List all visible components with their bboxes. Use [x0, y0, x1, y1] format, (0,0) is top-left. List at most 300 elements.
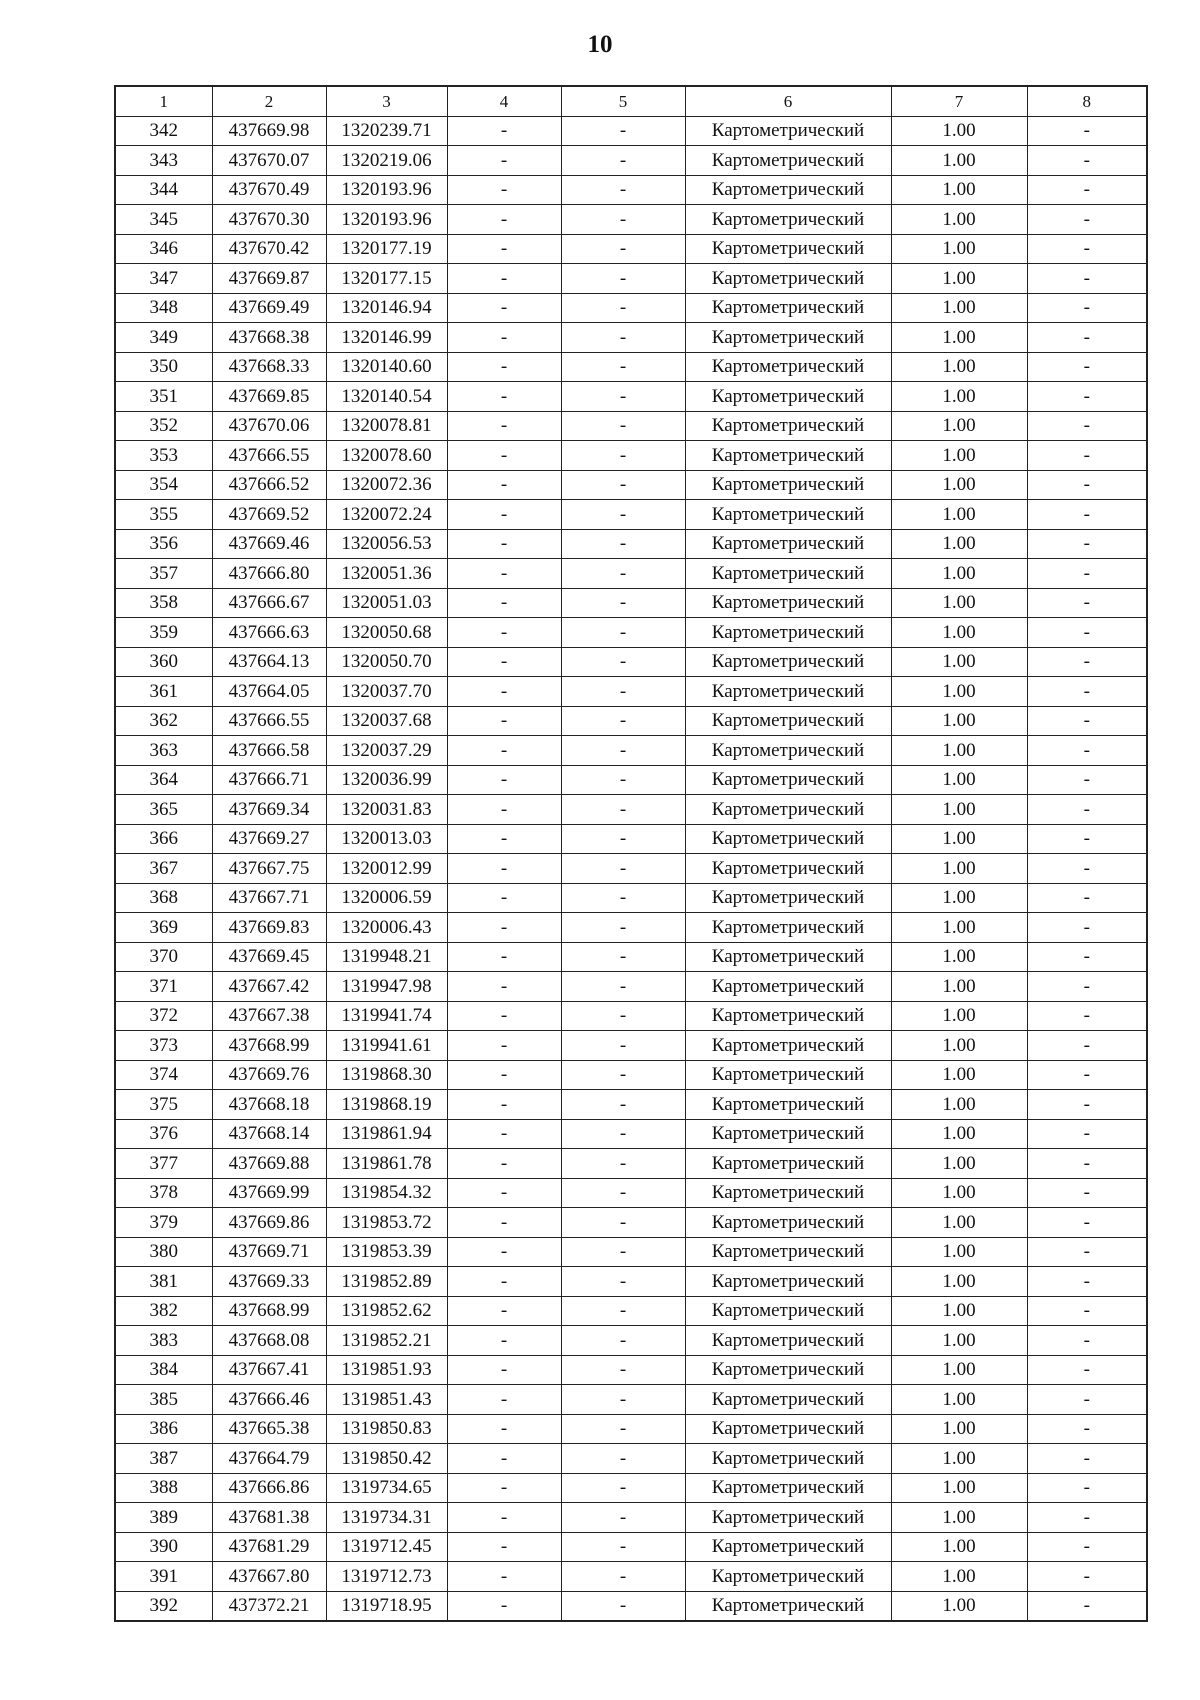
accuracy-cell: 1.00: [891, 1355, 1027, 1385]
point-number-cell: 383: [115, 1326, 212, 1356]
y-coordinate-cell: 1319941.74: [326, 1001, 447, 1031]
column-4-cell: -: [447, 559, 561, 589]
point-number-cell: 376: [115, 1119, 212, 1149]
x-coordinate-cell: 437669.34: [212, 795, 326, 825]
method-cell: Картометрический: [685, 588, 891, 618]
point-number-cell: 350: [115, 352, 212, 382]
accuracy-cell: 1.00: [891, 1591, 1027, 1621]
method-cell: Картометрический: [685, 972, 891, 1002]
column-8-cell: -: [1027, 618, 1147, 648]
column-4-cell: -: [447, 1503, 561, 1533]
method-cell: Картометрический: [685, 116, 891, 146]
table-row: [115, 116, 1147, 146]
column-5-cell: -: [561, 795, 685, 825]
accuracy-cell: 1.00: [891, 146, 1027, 176]
column-4-cell: -: [447, 116, 561, 146]
accuracy-cell: 1.00: [891, 1149, 1027, 1179]
column-8-cell: -: [1027, 677, 1147, 707]
table-row: [115, 618, 1147, 648]
table-row: [115, 677, 1147, 707]
point-number-cell: 378: [115, 1178, 212, 1208]
column-header-7: 7: [891, 86, 1027, 116]
accuracy-cell: 1.00: [891, 1532, 1027, 1562]
method-cell: Картометрический: [685, 765, 891, 795]
column-4-cell: -: [447, 205, 561, 235]
point-number-cell: 365: [115, 795, 212, 825]
y-coordinate-cell: 1320050.70: [326, 647, 447, 677]
point-number-cell: 363: [115, 736, 212, 766]
point-number-cell: 344: [115, 175, 212, 205]
table-row: [115, 1267, 1147, 1297]
y-coordinate-cell: 1320012.99: [326, 854, 447, 884]
accuracy-cell: 1.00: [891, 441, 1027, 471]
column-8-cell: -: [1027, 913, 1147, 943]
x-coordinate-cell: 437667.80: [212, 1562, 326, 1592]
point-number-cell: 380: [115, 1237, 212, 1267]
table-row: [115, 470, 1147, 500]
accuracy-cell: 1.00: [891, 175, 1027, 205]
table-row: [115, 264, 1147, 294]
table-row: [115, 736, 1147, 766]
y-coordinate-cell: 1320050.68: [326, 618, 447, 648]
accuracy-cell: 1.00: [891, 736, 1027, 766]
y-coordinate-cell: 1319734.65: [326, 1473, 447, 1503]
y-coordinate-cell: 1320146.94: [326, 293, 447, 323]
column-5-cell: -: [561, 1090, 685, 1120]
column-4-cell: -: [447, 470, 561, 500]
table-row: [115, 382, 1147, 412]
table-row: [115, 1090, 1147, 1120]
y-coordinate-cell: 1320078.81: [326, 411, 447, 441]
column-4-cell: -: [447, 1208, 561, 1238]
y-coordinate-cell: 1319947.98: [326, 972, 447, 1002]
column-8-cell: -: [1027, 1031, 1147, 1061]
accuracy-cell: 1.00: [891, 706, 1027, 736]
accuracy-cell: 1.00: [891, 1001, 1027, 1031]
method-cell: Картометрический: [685, 323, 891, 353]
column-5-cell: -: [561, 736, 685, 766]
accuracy-cell: 1.00: [891, 618, 1027, 648]
method-cell: Картометрический: [685, 1149, 891, 1179]
column-8-cell: -: [1027, 1149, 1147, 1179]
y-coordinate-cell: 1320037.29: [326, 736, 447, 766]
x-coordinate-cell: 437669.87: [212, 264, 326, 294]
column-8-cell: -: [1027, 529, 1147, 559]
x-coordinate-cell: 437670.42: [212, 234, 326, 264]
x-coordinate-cell: 437669.83: [212, 913, 326, 943]
y-coordinate-cell: 1320051.36: [326, 559, 447, 589]
table-row: [115, 1562, 1147, 1592]
point-number-cell: 357: [115, 559, 212, 589]
x-coordinate-cell: 437669.33: [212, 1267, 326, 1297]
column-8-cell: -: [1027, 1503, 1147, 1533]
column-4-cell: -: [447, 588, 561, 618]
column-8-cell: -: [1027, 1473, 1147, 1503]
y-coordinate-cell: 1320036.99: [326, 765, 447, 795]
table-row: [115, 854, 1147, 884]
column-5-cell: -: [561, 1385, 685, 1415]
y-coordinate-cell: 1319712.73: [326, 1562, 447, 1592]
table-row: [115, 1178, 1147, 1208]
column-5-cell: -: [561, 1178, 685, 1208]
column-5-cell: -: [561, 913, 685, 943]
point-number-cell: 343: [115, 146, 212, 176]
method-cell: Картометрический: [685, 1090, 891, 1120]
method-cell: Картометрический: [685, 1326, 891, 1356]
y-coordinate-cell: 1320239.71: [326, 116, 447, 146]
accuracy-cell: 1.00: [891, 382, 1027, 412]
accuracy-cell: 1.00: [891, 1031, 1027, 1061]
table-row: [115, 883, 1147, 913]
y-coordinate-cell: 1320078.60: [326, 441, 447, 471]
method-cell: Картометрический: [685, 1208, 891, 1238]
x-coordinate-cell: 437666.86: [212, 1473, 326, 1503]
column-5-cell: -: [561, 1060, 685, 1090]
column-5-cell: -: [561, 1532, 685, 1562]
column-4-cell: -: [447, 382, 561, 412]
column-8-cell: -: [1027, 411, 1147, 441]
x-coordinate-cell: 437668.99: [212, 1031, 326, 1061]
column-5-cell: -: [561, 116, 685, 146]
y-coordinate-cell: 1320193.96: [326, 175, 447, 205]
table-row: [115, 411, 1147, 441]
accuracy-cell: 1.00: [891, 942, 1027, 972]
x-coordinate-cell: 437668.18: [212, 1090, 326, 1120]
column-8-cell: -: [1027, 470, 1147, 500]
column-8-cell: -: [1027, 1532, 1147, 1562]
accuracy-cell: 1.00: [891, 913, 1027, 943]
accuracy-cell: 1.00: [891, 529, 1027, 559]
x-coordinate-cell: 437666.80: [212, 559, 326, 589]
point-number-cell: 379: [115, 1208, 212, 1238]
method-cell: Картометрический: [685, 264, 891, 294]
x-coordinate-cell: 437667.71: [212, 883, 326, 913]
table-row: [115, 146, 1147, 176]
column-5-cell: -: [561, 1267, 685, 1297]
page-number: 10: [587, 31, 613, 58]
method-cell: Картометрический: [685, 942, 891, 972]
y-coordinate-cell: 1319851.43: [326, 1385, 447, 1415]
method-cell: Картометрический: [685, 1296, 891, 1326]
column-8-cell: -: [1027, 234, 1147, 264]
column-5-cell: -: [561, 1326, 685, 1356]
table-row: [115, 1503, 1147, 1533]
column-8-cell: -: [1027, 1178, 1147, 1208]
table-row: [115, 1119, 1147, 1149]
x-coordinate-cell: 437670.07: [212, 146, 326, 176]
x-coordinate-cell: 437669.27: [212, 824, 326, 854]
x-coordinate-cell: 437372.21: [212, 1591, 326, 1621]
column-8-cell: -: [1027, 588, 1147, 618]
x-coordinate-cell: 437669.76: [212, 1060, 326, 1090]
point-number-cell: 384: [115, 1355, 212, 1385]
y-coordinate-cell: 1320146.99: [326, 323, 447, 353]
accuracy-cell: 1.00: [891, 116, 1027, 146]
column-4-cell: -: [447, 500, 561, 530]
y-coordinate-cell: 1319853.72: [326, 1208, 447, 1238]
y-coordinate-cell: 1320031.83: [326, 795, 447, 825]
y-coordinate-cell: 1320219.06: [326, 146, 447, 176]
column-5-cell: -: [561, 1296, 685, 1326]
table-row: [115, 1060, 1147, 1090]
x-coordinate-cell: 437669.45: [212, 942, 326, 972]
column-4-cell: -: [447, 411, 561, 441]
table-row: [115, 175, 1147, 205]
column-5-cell: -: [561, 1355, 685, 1385]
column-header-4: 4: [447, 86, 561, 116]
accuracy-cell: 1.00: [891, 1237, 1027, 1267]
column-4-cell: -: [447, 1532, 561, 1562]
method-cell: Картометрический: [685, 1060, 891, 1090]
column-8-cell: -: [1027, 972, 1147, 1002]
column-header-8: 8: [1027, 86, 1147, 116]
column-4-cell: -: [447, 1090, 561, 1120]
column-5-cell: -: [561, 264, 685, 294]
y-coordinate-cell: 1319868.19: [326, 1090, 447, 1120]
x-coordinate-cell: 437669.86: [212, 1208, 326, 1238]
y-coordinate-cell: 1319718.95: [326, 1591, 447, 1621]
x-coordinate-cell: 437668.99: [212, 1296, 326, 1326]
x-coordinate-cell: 437668.33: [212, 352, 326, 382]
column-8-cell: -: [1027, 1001, 1147, 1031]
column-5-cell: -: [561, 972, 685, 1002]
column-5-cell: -: [561, 1149, 685, 1179]
column-5-cell: -: [561, 234, 685, 264]
column-8-cell: -: [1027, 264, 1147, 294]
method-cell: Картометрический: [685, 1562, 891, 1592]
method-cell: Картометрический: [685, 1444, 891, 1474]
table-header: [115, 86, 1147, 116]
accuracy-cell: 1.00: [891, 1503, 1027, 1533]
column-8-cell: -: [1027, 1119, 1147, 1149]
accuracy-cell: 1.00: [891, 795, 1027, 825]
column-4-cell: -: [447, 1591, 561, 1621]
table-row: [115, 647, 1147, 677]
column-8-cell: -: [1027, 1237, 1147, 1267]
column-4-cell: -: [447, 736, 561, 766]
point-number-cell: 368: [115, 883, 212, 913]
point-number-cell: 391: [115, 1562, 212, 1592]
method-cell: Картометрический: [685, 1031, 891, 1061]
method-cell: Картометрический: [685, 352, 891, 382]
column-8-cell: -: [1027, 116, 1147, 146]
x-coordinate-cell: 437681.38: [212, 1503, 326, 1533]
table-row: [115, 559, 1147, 589]
column-5-cell: -: [561, 1031, 685, 1061]
column-8-cell: -: [1027, 175, 1147, 205]
coordinates-table: [114, 85, 1148, 1622]
column-5-cell: -: [561, 618, 685, 648]
accuracy-cell: 1.00: [891, 854, 1027, 884]
column-4-cell: -: [447, 1119, 561, 1149]
x-coordinate-cell: 437664.05: [212, 677, 326, 707]
column-header-6: 6: [685, 86, 891, 116]
point-number-cell: 388: [115, 1473, 212, 1503]
column-8-cell: -: [1027, 1326, 1147, 1356]
column-8-cell: -: [1027, 323, 1147, 353]
y-coordinate-cell: 1319861.78: [326, 1149, 447, 1179]
method-cell: Картометрический: [685, 1414, 891, 1444]
table-body: [115, 116, 1147, 1621]
y-coordinate-cell: 1320006.43: [326, 913, 447, 943]
method-cell: Картометрический: [685, 529, 891, 559]
column-8-cell: -: [1027, 352, 1147, 382]
method-cell: Картометрический: [685, 1473, 891, 1503]
y-coordinate-cell: 1319948.21: [326, 942, 447, 972]
point-number-cell: 358: [115, 588, 212, 618]
x-coordinate-cell: 437666.67: [212, 588, 326, 618]
table-row: [115, 1031, 1147, 1061]
y-coordinate-cell: 1320072.24: [326, 500, 447, 530]
accuracy-cell: 1.00: [891, 1090, 1027, 1120]
x-coordinate-cell: 437665.38: [212, 1414, 326, 1444]
method-cell: Картометрический: [685, 1267, 891, 1297]
column-4-cell: -: [447, 1414, 561, 1444]
x-coordinate-cell: 437666.55: [212, 441, 326, 471]
point-number-cell: 364: [115, 765, 212, 795]
x-coordinate-cell: 437668.38: [212, 323, 326, 353]
accuracy-cell: 1.00: [891, 1326, 1027, 1356]
x-coordinate-cell: 437668.08: [212, 1326, 326, 1356]
accuracy-cell: 1.00: [891, 765, 1027, 795]
y-coordinate-cell: 1320193.96: [326, 205, 447, 235]
column-5-cell: -: [561, 1208, 685, 1238]
y-coordinate-cell: 1320140.60: [326, 352, 447, 382]
accuracy-cell: 1.00: [891, 234, 1027, 264]
table-row: [115, 234, 1147, 264]
column-8-cell: -: [1027, 942, 1147, 972]
table-row: [115, 1532, 1147, 1562]
point-number-cell: 369: [115, 913, 212, 943]
column-8-cell: -: [1027, 824, 1147, 854]
method-cell: Картометрический: [685, 736, 891, 766]
x-coordinate-cell: 437668.14: [212, 1119, 326, 1149]
point-number-cell: 345: [115, 205, 212, 235]
method-cell: Картометрический: [685, 559, 891, 589]
x-coordinate-cell: 437666.46: [212, 1385, 326, 1415]
x-coordinate-cell: 437666.55: [212, 706, 326, 736]
table-row: [115, 588, 1147, 618]
column-4-cell: -: [447, 1355, 561, 1385]
method-cell: Картометрический: [685, 500, 891, 530]
column-4-cell: -: [447, 264, 561, 294]
table-row: [115, 441, 1147, 471]
y-coordinate-cell: 1320140.54: [326, 382, 447, 412]
method-cell: Картометрический: [685, 1591, 891, 1621]
x-coordinate-cell: 437669.88: [212, 1149, 326, 1179]
y-coordinate-cell: 1320037.68: [326, 706, 447, 736]
table-row: [115, 1355, 1147, 1385]
point-number-cell: 372: [115, 1001, 212, 1031]
column-4-cell: -: [447, 1060, 561, 1090]
column-8-cell: -: [1027, 146, 1147, 176]
point-number-cell: 389: [115, 1503, 212, 1533]
x-coordinate-cell: 437681.29: [212, 1532, 326, 1562]
column-8-cell: -: [1027, 1090, 1147, 1120]
column-4-cell: -: [447, 677, 561, 707]
y-coordinate-cell: 1320177.15: [326, 264, 447, 294]
column-5-cell: -: [561, 1473, 685, 1503]
accuracy-cell: 1.00: [891, 1267, 1027, 1297]
column-8-cell: -: [1027, 1414, 1147, 1444]
table-row: [115, 1385, 1147, 1415]
y-coordinate-cell: 1319850.83: [326, 1414, 447, 1444]
y-coordinate-cell: 1319853.39: [326, 1237, 447, 1267]
column-8-cell: -: [1027, 883, 1147, 913]
column-4-cell: -: [447, 765, 561, 795]
accuracy-cell: 1.00: [891, 470, 1027, 500]
method-cell: Картометрический: [685, 618, 891, 648]
column-8-cell: -: [1027, 795, 1147, 825]
accuracy-cell: 1.00: [891, 647, 1027, 677]
x-coordinate-cell: 437664.79: [212, 1444, 326, 1474]
column-5-cell: -: [561, 854, 685, 884]
column-8-cell: -: [1027, 293, 1147, 323]
point-number-cell: 356: [115, 529, 212, 559]
column-5-cell: -: [561, 1444, 685, 1474]
accuracy-cell: 1.00: [891, 588, 1027, 618]
x-coordinate-cell: 437670.06: [212, 411, 326, 441]
method-cell: Картометрический: [685, 1503, 891, 1533]
method-cell: Картометрический: [685, 883, 891, 913]
accuracy-cell: 1.00: [891, 1444, 1027, 1474]
table-row: [115, 1414, 1147, 1444]
point-number-cell: 367: [115, 854, 212, 884]
point-number-cell: 348: [115, 293, 212, 323]
accuracy-cell: 1.00: [891, 264, 1027, 294]
column-header-5: 5: [561, 86, 685, 116]
x-coordinate-cell: 437667.75: [212, 854, 326, 884]
column-4-cell: -: [447, 824, 561, 854]
column-4-cell: -: [447, 942, 561, 972]
x-coordinate-cell: 437666.52: [212, 470, 326, 500]
column-header-2: 2: [212, 86, 326, 116]
column-4-cell: -: [447, 706, 561, 736]
accuracy-cell: 1.00: [891, 883, 1027, 913]
y-coordinate-cell: 1320072.36: [326, 470, 447, 500]
column-8-cell: -: [1027, 500, 1147, 530]
point-number-cell: 370: [115, 942, 212, 972]
method-cell: Картометрический: [685, 647, 891, 677]
method-cell: Картометрический: [685, 146, 891, 176]
column-4-cell: -: [447, 618, 561, 648]
column-4-cell: -: [447, 1562, 561, 1592]
column-8-cell: -: [1027, 559, 1147, 589]
column-5-cell: -: [561, 1591, 685, 1621]
table-row: [115, 824, 1147, 854]
table-row: [115, 795, 1147, 825]
x-coordinate-cell: 437667.38: [212, 1001, 326, 1031]
method-cell: Картометрический: [685, 470, 891, 500]
column-5-cell: -: [561, 146, 685, 176]
table-row: [115, 1001, 1147, 1031]
table-row: [115, 1237, 1147, 1267]
point-number-cell: 351: [115, 382, 212, 412]
column-4-cell: -: [447, 1326, 561, 1356]
method-cell: Картометрический: [685, 824, 891, 854]
x-coordinate-cell: 437669.46: [212, 529, 326, 559]
accuracy-cell: 1.00: [891, 1473, 1027, 1503]
accuracy-cell: 1.00: [891, 1385, 1027, 1415]
column-5-cell: -: [561, 1001, 685, 1031]
column-5-cell: -: [561, 175, 685, 205]
column-4-cell: -: [447, 441, 561, 471]
method-cell: Картометрический: [685, 205, 891, 235]
column-4-cell: -: [447, 647, 561, 677]
x-coordinate-cell: 437670.49: [212, 175, 326, 205]
column-4-cell: -: [447, 234, 561, 264]
method-cell: Картометрический: [685, 1001, 891, 1031]
